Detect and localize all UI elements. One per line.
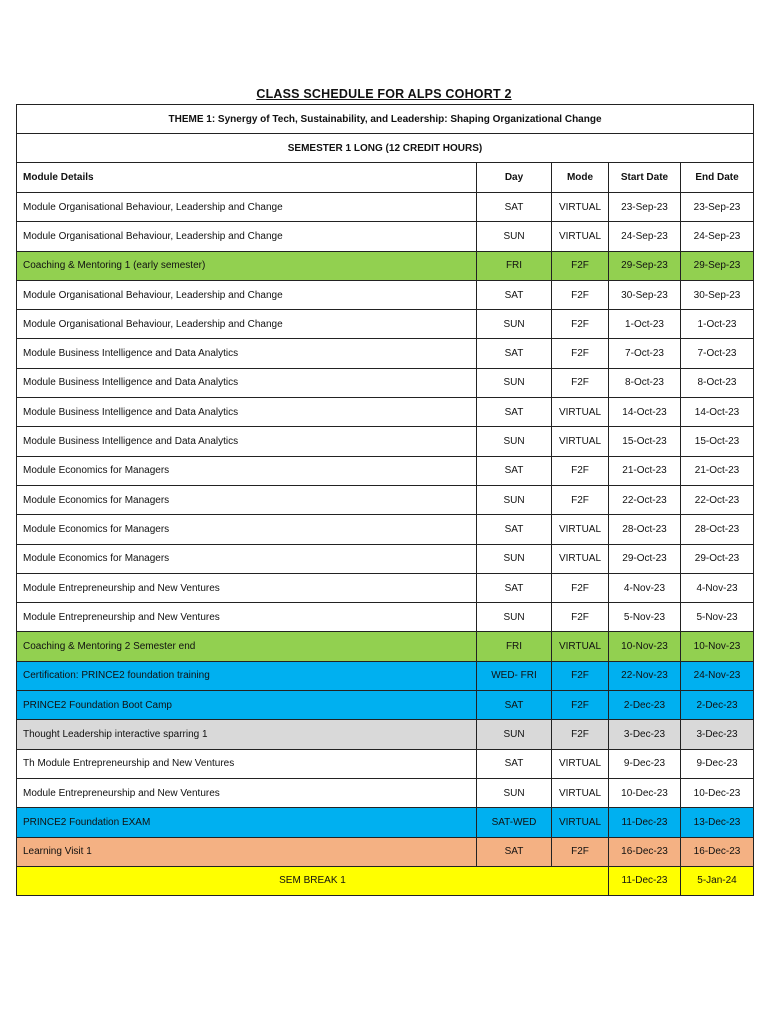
schedule-body [17, 105, 754, 896]
day-cell: SAT [477, 398, 552, 427]
end-date-cell: 4-Nov-23 [681, 573, 754, 602]
mode-cell: F2F [552, 691, 609, 720]
day-cell: SAT-WED [477, 808, 552, 837]
mode-cell: F2F [552, 837, 609, 866]
end-date-cell: 8-Oct-23 [681, 368, 754, 397]
start-date-cell: 28-Oct-23 [609, 515, 681, 544]
start-date-cell: 15-Oct-23 [609, 427, 681, 456]
module-cell: Module Business Intelligence and Data Analytics [17, 398, 477, 427]
sem-break-row [17, 866, 754, 895]
start-date-cell: 16-Dec-23 [609, 837, 681, 866]
header-end: End Date [681, 163, 754, 193]
end-date-cell: 28-Oct-23 [681, 515, 754, 544]
day-cell: SUN [477, 427, 552, 456]
mode-cell: VIRTUAL [552, 808, 609, 837]
start-date-cell: 7-Oct-23 [609, 339, 681, 368]
module-cell: Module Entrepreneurship and New Ventures [17, 573, 477, 602]
mode-cell: F2F [552, 661, 609, 690]
module-cell: Module Organisational Behaviour, Leadership and Change [17, 222, 477, 251]
module-cell: Module Economics for Managers [17, 485, 477, 514]
day-cell: SAT [477, 456, 552, 485]
table-row [17, 193, 754, 222]
mode-cell: VIRTUAL [552, 515, 609, 544]
day-cell: SUN [477, 368, 552, 397]
start-date-cell: 9-Dec-23 [609, 749, 681, 778]
module-cell: Module Entrepreneurship and New Ventures [17, 778, 477, 807]
table-row [17, 368, 754, 397]
module-cell: Module Economics for Managers [17, 544, 477, 573]
day-cell: SUN [477, 603, 552, 632]
end-date-cell: 29-Sep-23 [681, 251, 754, 280]
module-cell: Module Economics for Managers [17, 456, 477, 485]
day-cell: SUN [477, 778, 552, 807]
table-row [17, 280, 754, 309]
day-cell: SAT [477, 749, 552, 778]
sem-break-start: 11-Dec-23 [609, 866, 681, 895]
table-row [17, 720, 754, 749]
mode-cell: VIRTUAL [552, 398, 609, 427]
mode-cell: VIRTUAL [552, 632, 609, 661]
table-row [17, 837, 754, 866]
table-row [17, 251, 754, 280]
sem-break-end: 5-Jan-24 [681, 866, 754, 895]
end-date-cell: 10-Nov-23 [681, 632, 754, 661]
day-cell: SAT [477, 837, 552, 866]
table-row [17, 339, 754, 368]
end-date-cell: 7-Oct-23 [681, 339, 754, 368]
mode-cell: F2F [552, 485, 609, 514]
header-row [17, 163, 754, 193]
start-date-cell: 2-Dec-23 [609, 691, 681, 720]
module-cell: Module Economics for Managers [17, 515, 477, 544]
end-date-cell: 13-Dec-23 [681, 808, 754, 837]
mode-cell: F2F [552, 573, 609, 602]
start-date-cell: 10-Dec-23 [609, 778, 681, 807]
table-row [17, 691, 754, 720]
mode-cell: VIRTUAL [552, 544, 609, 573]
semester-cell: SEMESTER 1 LONG (12 CREDIT HOURS) [17, 134, 754, 163]
day-cell: WED- FRI [477, 661, 552, 690]
mode-cell: VIRTUAL [552, 778, 609, 807]
day-cell: SAT [477, 691, 552, 720]
start-date-cell: 5-Nov-23 [609, 603, 681, 632]
mode-cell: VIRTUAL [552, 427, 609, 456]
sem-break-label: SEM BREAK 1 [17, 866, 609, 895]
end-date-cell: 9-Dec-23 [681, 749, 754, 778]
end-date-cell: 22-Oct-23 [681, 485, 754, 514]
mode-cell: F2F [552, 251, 609, 280]
end-date-cell: 3-Dec-23 [681, 720, 754, 749]
day-cell: SAT [477, 515, 552, 544]
start-date-cell: 10-Nov-23 [609, 632, 681, 661]
schedule-table [16, 104, 754, 896]
mode-cell: F2F [552, 720, 609, 749]
mode-cell: F2F [552, 368, 609, 397]
start-date-cell: 29-Sep-23 [609, 251, 681, 280]
page-title: CLASS SCHEDULE FOR ALPS COHORT 2 [256, 87, 512, 101]
start-date-cell: 3-Dec-23 [609, 720, 681, 749]
table-row [17, 456, 754, 485]
module-cell: Module Entrepreneurship and New Ventures [17, 603, 477, 632]
mode-cell: VIRTUAL [552, 222, 609, 251]
start-date-cell: 8-Oct-23 [609, 368, 681, 397]
start-date-cell: 29-Oct-23 [609, 544, 681, 573]
end-date-cell: 15-Oct-23 [681, 427, 754, 456]
module-cell: Module Organisational Behaviour, Leadership and Change [17, 310, 477, 339]
start-date-cell: 11-Dec-23 [609, 808, 681, 837]
mode-cell: VIRTUAL [552, 193, 609, 222]
end-date-cell: 16-Dec-23 [681, 837, 754, 866]
table-row [17, 749, 754, 778]
day-cell: SAT [477, 280, 552, 309]
end-date-cell: 23-Sep-23 [681, 193, 754, 222]
mode-cell: F2F [552, 280, 609, 309]
end-date-cell: 29-Oct-23 [681, 544, 754, 573]
header-mode: Mode [552, 163, 609, 193]
module-cell: Coaching & Mentoring 1 (early semester) [17, 251, 477, 280]
day-cell: SUN [477, 310, 552, 339]
start-date-cell: 22-Nov-23 [609, 661, 681, 690]
semester-row [17, 134, 754, 163]
module-cell: Certification: PRINCE2 foundation training [17, 661, 477, 690]
table-row [17, 398, 754, 427]
module-cell: Module Business Intelligence and Data Analytics [17, 339, 477, 368]
day-cell: SAT [477, 573, 552, 602]
day-cell: SUN [477, 544, 552, 573]
start-date-cell: 30-Sep-23 [609, 280, 681, 309]
end-date-cell: 5-Nov-23 [681, 603, 754, 632]
module-cell: Module Business Intelligence and Data Analytics [17, 427, 477, 456]
day-cell: SAT [477, 339, 552, 368]
module-cell: Module Business Intelligence and Data Analytics [17, 368, 477, 397]
module-cell: PRINCE2 Foundation EXAM [17, 808, 477, 837]
start-date-cell: 1-Oct-23 [609, 310, 681, 339]
start-date-cell: 4-Nov-23 [609, 573, 681, 602]
mode-cell: VIRTUAL [552, 749, 609, 778]
table-row [17, 778, 754, 807]
end-date-cell: 10-Dec-23 [681, 778, 754, 807]
end-date-cell: 21-Oct-23 [681, 456, 754, 485]
day-cell: SAT [477, 193, 552, 222]
day-cell: FRI [477, 251, 552, 280]
mode-cell: F2F [552, 456, 609, 485]
module-cell: Th Module Entrepreneurship and New Ventures [17, 749, 477, 778]
mode-cell: F2F [552, 339, 609, 368]
start-date-cell: 14-Oct-23 [609, 398, 681, 427]
theme-cell: THEME 1: Synergy of Tech, Sustainability, and Leadership: Shaping Organizational Change [17, 105, 754, 134]
module-cell: PRINCE2 Foundation Boot Camp [17, 691, 477, 720]
mode-cell: F2F [552, 603, 609, 632]
start-date-cell: 21-Oct-23 [609, 456, 681, 485]
header-day: Day [477, 163, 552, 193]
day-cell: SUN [477, 720, 552, 749]
module-cell: Learning Visit 1 [17, 837, 477, 866]
module-cell: Coaching & Mentoring 2 Semester end [17, 632, 477, 661]
header-module: Module Details [17, 163, 477, 193]
day-cell: SUN [477, 222, 552, 251]
start-date-cell: 22-Oct-23 [609, 485, 681, 514]
module-cell: Module Organisational Behaviour, Leadership and Change [17, 280, 477, 309]
table-row [17, 427, 754, 456]
end-date-cell: 24-Nov-23 [681, 661, 754, 690]
theme-row [17, 105, 754, 134]
end-date-cell: 2-Dec-23 [681, 691, 754, 720]
end-date-cell: 24-Sep-23 [681, 222, 754, 251]
table-row [17, 222, 754, 251]
table-row [17, 632, 754, 661]
module-cell: Thought Leadership interactive sparring 1 [17, 720, 477, 749]
table-row [17, 661, 754, 690]
table-row [17, 310, 754, 339]
header-start: Start Date [609, 163, 681, 193]
end-date-cell: 30-Sep-23 [681, 280, 754, 309]
end-date-cell: 14-Oct-23 [681, 398, 754, 427]
day-cell: SUN [477, 485, 552, 514]
start-date-cell: 24-Sep-23 [609, 222, 681, 251]
table-row [17, 515, 754, 544]
table-row [17, 808, 754, 837]
mode-cell: F2F [552, 310, 609, 339]
day-cell: FRI [477, 632, 552, 661]
table-row [17, 544, 754, 573]
table-row [17, 573, 754, 602]
end-date-cell: 1-Oct-23 [681, 310, 754, 339]
table-row [17, 603, 754, 632]
table-row [17, 485, 754, 514]
module-cell: Module Organisational Behaviour, Leadership and Change [17, 193, 477, 222]
start-date-cell: 23-Sep-23 [609, 193, 681, 222]
